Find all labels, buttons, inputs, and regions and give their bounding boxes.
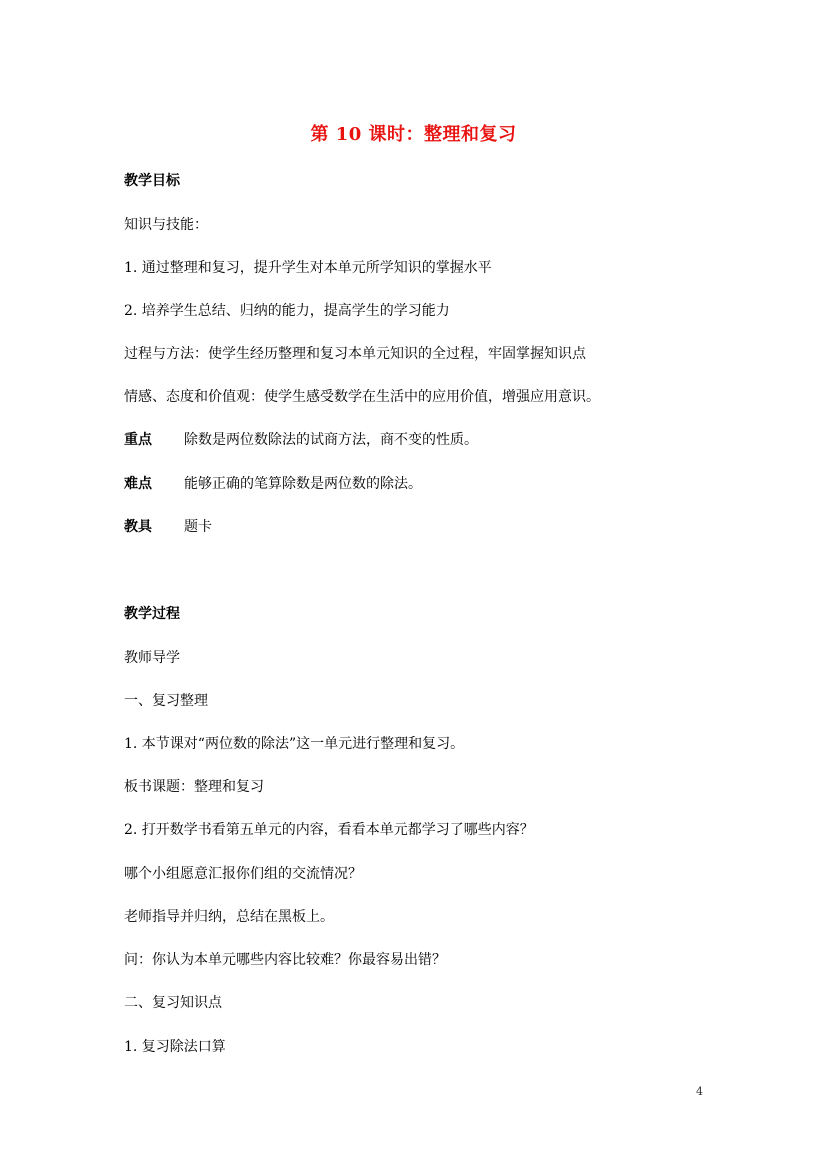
question-text: 问：你认为本单元哪些内容比较难？你最容易出错？ bbox=[124, 952, 446, 968]
key-point-text: 除数是两位数除法的试商方法，商不变的性质。 bbox=[184, 432, 478, 448]
review-heading-1: 一、复习整理 bbox=[124, 693, 208, 709]
knowledge-skills-label: 知识与技能： bbox=[124, 217, 208, 233]
key-point-row bbox=[124, 430, 478, 450]
process-methods-text: 过程与方法：使学生经历整理和复习本单元知识的全过程，牢固掌握知识点 bbox=[124, 346, 586, 362]
goal-item-2: 2. 培养学生总结、归纳的能力，提高学生的学习能力 bbox=[124, 303, 450, 319]
difficulty-label: 难点 bbox=[124, 476, 152, 492]
board-title-text: 板书课题：整理和复习 bbox=[124, 779, 264, 795]
teaching-goals-heading: 教学目标 bbox=[124, 173, 180, 189]
goal-item-1: 1. 通过整理和复习，提升学生对本单元所学知识的掌握水平 bbox=[124, 260, 492, 276]
difficulty-row bbox=[124, 474, 422, 494]
page-number: 4 bbox=[696, 1085, 703, 1098]
group-report-text: 哪个小组愿意汇报你们组的交流情况？ bbox=[124, 866, 362, 882]
attitude-values-text: 情感、态度和价值观：使学生感受数学在生活中的应用价值，增强应用意识。 bbox=[124, 389, 600, 405]
tools-row bbox=[124, 517, 212, 537]
step-3-text: 1. 复习除法口算 bbox=[124, 1039, 226, 1055]
tools-text: 题卡 bbox=[184, 519, 212, 535]
teacher-summary-text: 老师指导并归纳，总结在黑板上。 bbox=[124, 909, 334, 925]
review-heading-2: 二、复习知识点 bbox=[124, 995, 222, 1011]
step-1-text: 1. 本节课对“两位数的除法”这一单元进行整理和复习。 bbox=[124, 736, 465, 752]
tools-label: 教具 bbox=[124, 519, 152, 535]
step-2-text: 2. 打开数学书看第五单元的内容，看看本单元都学习了哪些内容？ bbox=[124, 822, 534, 838]
teacher-guide-label: 教师导学 bbox=[124, 650, 180, 666]
key-point-label: 重点 bbox=[124, 432, 152, 448]
lesson-title: 第 10 课时：整理和复习 bbox=[310, 124, 517, 145]
teaching-process-heading: 教学过程 bbox=[124, 606, 180, 622]
difficulty-text: 能够正确的笔算除数是两位数的除法。 bbox=[184, 476, 422, 492]
